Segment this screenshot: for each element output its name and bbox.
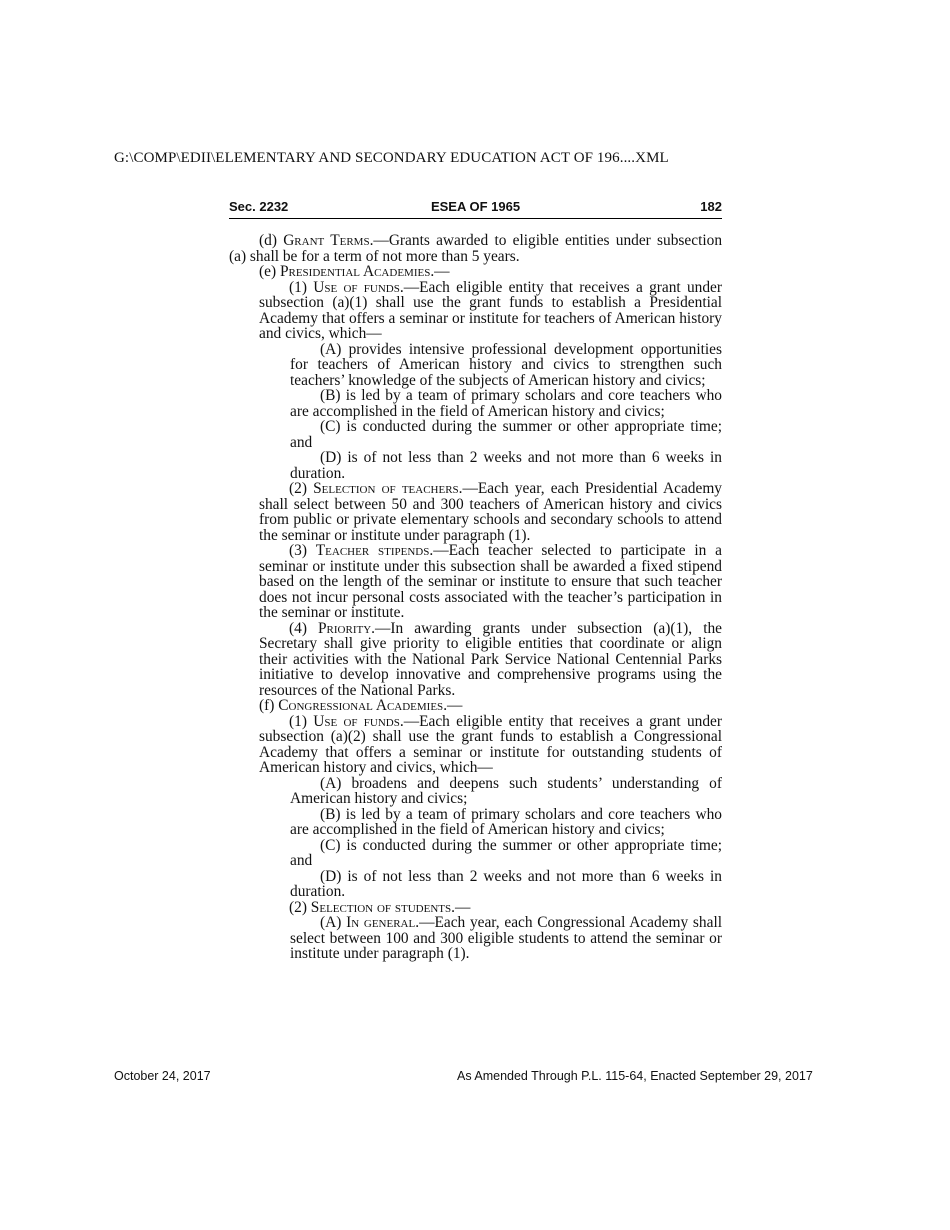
paragraph-lead: (B) is led by a team of primary scholars and core teachers who are accomplished in the field of American history and civics; (290, 805, 722, 838)
paragraph-text: .—Each teacher selected to participate in a seminar or institute under this subsection shall be awarded a fixed stipend based on the length of the seminar or institute to ensure that such teacher does not incur personal costs associated with the teacher’s participation in the seminar or institute. (259, 542, 723, 621)
running-head-title: ESEA OF 1965 (430, 199, 521, 214)
footer-date: October 24, 2017 (114, 1069, 211, 1083)
paragraph-lead: (1) (289, 278, 314, 296)
paragraph-heading: In general (346, 914, 416, 931)
paragraph-level-3 (290, 419, 722, 450)
paragraph-level-3 (290, 915, 722, 962)
paragraph-lead: (A) (320, 914, 347, 931)
paragraph-text: .—Each eligible entity that receives a grant under subsection (a)(1) shall use the grant funds to establish a Presidential Academy that offers a seminar or institute for teachers of American history and civics, which— (259, 278, 723, 342)
paragraph-text: .— (443, 697, 463, 714)
paragraph-level-2 (259, 714, 722, 776)
footer-amended-through: As Amended Through P.L. 115-64, Enacted September 29, 2017 (457, 1069, 813, 1083)
paragraph-text: .— (451, 898, 471, 916)
paragraph-level-2 (259, 481, 722, 543)
paragraph-level-2 (259, 280, 722, 342)
paragraph-heading: Congressional Academies (278, 697, 444, 714)
running-head-section: Sec. 2232 (229, 199, 289, 214)
paragraph-level-3 (290, 342, 722, 389)
paragraph-level-2 (259, 543, 722, 621)
running-head (229, 198, 722, 219)
paragraph-lead: (D) is of not less than 2 weeks and not more than 6 weeks in duration. (290, 867, 722, 900)
paragraph-level-3 (290, 838, 722, 869)
paragraph-heading: Use of funds (313, 712, 400, 730)
paragraph-heading: Selection of students (310, 898, 452, 916)
paragraph-lead: (e) (259, 263, 280, 280)
paragraph-level-3 (290, 776, 722, 807)
paragraph-level-1 (229, 233, 722, 264)
document-body (229, 233, 722, 962)
paragraph-lead: (C) is conducted during the summer or other appropriate time; and (290, 836, 722, 869)
paragraph-heading: Teacher stipends (315, 542, 430, 559)
paragraph-text: .—Each eligible entity that receives a grant under subsection (a)(2) shall use the grant funds to establish a Congressional Academy that offers a seminar or institute for outstanding students of American history and civics, which— (259, 712, 723, 776)
paragraph-text: .—Grants awarded to eligible entities under subsection (a) shall be for a term of not more than 5 years. (229, 232, 723, 265)
paragraph-lead: (D) is of not less than 2 weeks and not more than 6 weeks in duration. (290, 449, 722, 482)
paragraph-level-3 (290, 807, 722, 838)
paragraph-lead: (3) (289, 542, 316, 559)
paragraph-level-2 (259, 900, 722, 916)
paragraph-lead: (d) (259, 232, 284, 249)
page-number: 182 (700, 199, 722, 214)
paragraph-text: .—Each year, each Congressional Academy shall select between 100 and 300 eligible students to attend the seminar or institute under paragraph (1). (290, 914, 722, 962)
paragraph-text: .—In awarding grants under subsection (a)(1), the Secretary shall give priority to eligible entities that coordinate or align their activities with the National Park Service National Centennial Parks initiative to develop innovative and comprehensive programs using the resources of the National Parks. (259, 619, 722, 699)
paragraph-heading: Grant Terms (283, 232, 370, 249)
paragraph-level-1 (229, 698, 722, 714)
paragraph-level-2 (259, 621, 722, 699)
paragraph-level-3 (290, 388, 722, 419)
paragraph-lead: (B) is led by a team of primary scholars and core teachers who are accomplished in the field of American history and civics; (290, 387, 722, 420)
paragraph-level-1 (229, 264, 722, 280)
paragraph-lead: (2) (289, 898, 311, 916)
paragraph-level-3 (290, 450, 722, 481)
paragraph-lead: (4) (289, 619, 318, 637)
paragraph-lead: (1) (289, 712, 314, 730)
paragraph-heading: Priority (317, 619, 372, 637)
paragraph-lead: (C) is conducted during the summer or other appropriate time; and (290, 418, 722, 451)
file-path: G:\COMP\EDII\ELEMENTARY AND SECONDARY EDUCATION ACT OF 196....XML (114, 150, 669, 166)
paragraph-heading: Selection of teachers (313, 480, 459, 497)
paragraph-text: .— (430, 263, 450, 280)
paragraph-lead: (f) (259, 697, 279, 714)
paragraph-heading: Use of funds (313, 278, 400, 296)
paragraph-lead: (A) provides intensive professional development opportunities for teachers of American history and civics to strengthen such teachers’ knowledge of the subjects of American history and civics; (290, 340, 722, 389)
paragraph-heading: Presidential Academies (279, 263, 431, 280)
paragraph-text: .—Each year, each Presidential Academy shall select between 50 and 300 teachers of American history and civics from public or private elementary schools and secondary schools to attend the seminar or institute under paragraph (1). (259, 480, 723, 544)
paragraph-lead: (2) (289, 480, 314, 497)
paragraph-level-3 (290, 869, 722, 900)
paragraph-lead: (A) broadens and deepens such students’ understanding of American history and civics; (290, 774, 722, 807)
